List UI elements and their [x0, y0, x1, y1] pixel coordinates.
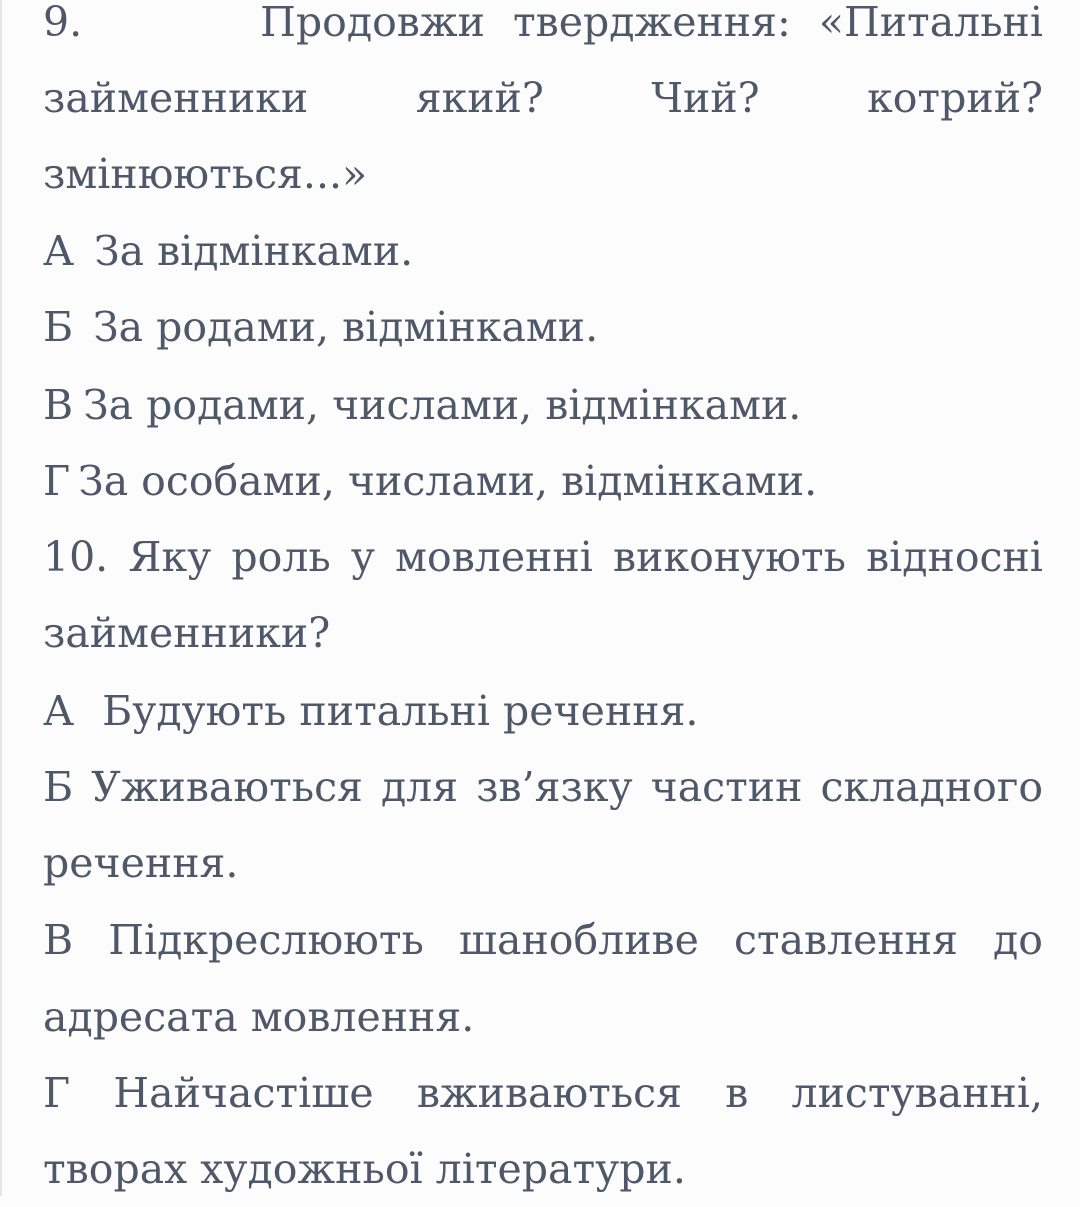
- q9-line-1: [43, 0, 1043, 60]
- q9-word: котрий?: [867, 74, 1043, 122]
- q9-number: 9.: [43, 0, 83, 46]
- q10-option-b-line-2: речення.: [43, 839, 239, 887]
- q10-word: виконують: [613, 533, 846, 581]
- option-word: шанобливе: [458, 916, 699, 964]
- option-word: вживаються: [416, 1069, 682, 1117]
- q9-word: Продовжи: [260, 0, 485, 46]
- q10-option-a: [43, 673, 1043, 749]
- option-text: За родами, відмінками.: [93, 303, 599, 351]
- q10-word: у: [350, 533, 375, 581]
- q9-word: займенники: [43, 74, 309, 122]
- option-word: частин: [650, 763, 803, 811]
- q9-option-d: [43, 443, 1043, 519]
- q10-word: роль: [231, 533, 331, 581]
- q10-line-2: займенники?: [43, 609, 331, 657]
- option-letter: В: [43, 916, 74, 964]
- q10-line-1: [43, 519, 1043, 595]
- option-letter: А: [43, 687, 75, 735]
- q10-option-c-line-2: адресата мовлення.: [43, 993, 475, 1041]
- option-text: Будують питальні речення.: [102, 687, 699, 735]
- option-letter: Г: [43, 1069, 71, 1117]
- option-word: до: [993, 916, 1043, 964]
- q9-word: який?: [415, 74, 544, 122]
- option-letter: А: [43, 227, 75, 275]
- q9-word: «Питальні: [818, 0, 1043, 46]
- option-word: в: [725, 1069, 749, 1117]
- q9-line-2: [43, 60, 1043, 136]
- option-letter: Г: [43, 457, 71, 505]
- option-text: За відмінками.: [94, 227, 414, 275]
- option-word: складного: [820, 763, 1043, 811]
- option-word: зв’язку: [476, 763, 633, 811]
- q10-word: відносні: [866, 533, 1043, 581]
- q9-word: Чий?: [651, 74, 760, 122]
- q9-word: твердження:: [512, 0, 791, 46]
- option-word: для: [380, 763, 459, 811]
- option-word: Підкреслюють: [108, 916, 424, 964]
- option-text: За родами, числами, відмінками.: [83, 381, 802, 429]
- option-letter: Б: [43, 303, 74, 351]
- q9-option-a: [43, 213, 1043, 289]
- q10-word: мовленні: [395, 533, 593, 581]
- q9-line-3: змінюються...»: [43, 150, 368, 198]
- option-letter: В: [43, 381, 74, 429]
- q10-option-d-line-1: [43, 1055, 1043, 1131]
- q10-option-d-line-2: творах художньої літератури.: [43, 1145, 686, 1193]
- q10-option-c-line-1: [43, 902, 1043, 978]
- q10-number: 10.: [43, 533, 109, 581]
- option-word: ставлення: [733, 916, 958, 964]
- q10-word: Яку: [128, 533, 212, 581]
- option-word: листуванні,: [791, 1069, 1043, 1117]
- option-word: Уживаються: [91, 763, 363, 811]
- option-letter: Б: [43, 763, 74, 811]
- q9-option-b: [43, 289, 1043, 365]
- option-word: Найчастіше: [113, 1069, 374, 1117]
- q10-option-b-line-1: [43, 749, 1043, 825]
- option-text: За особами, числами, відмінками.: [78, 457, 818, 505]
- q9-option-c: [43, 367, 1043, 443]
